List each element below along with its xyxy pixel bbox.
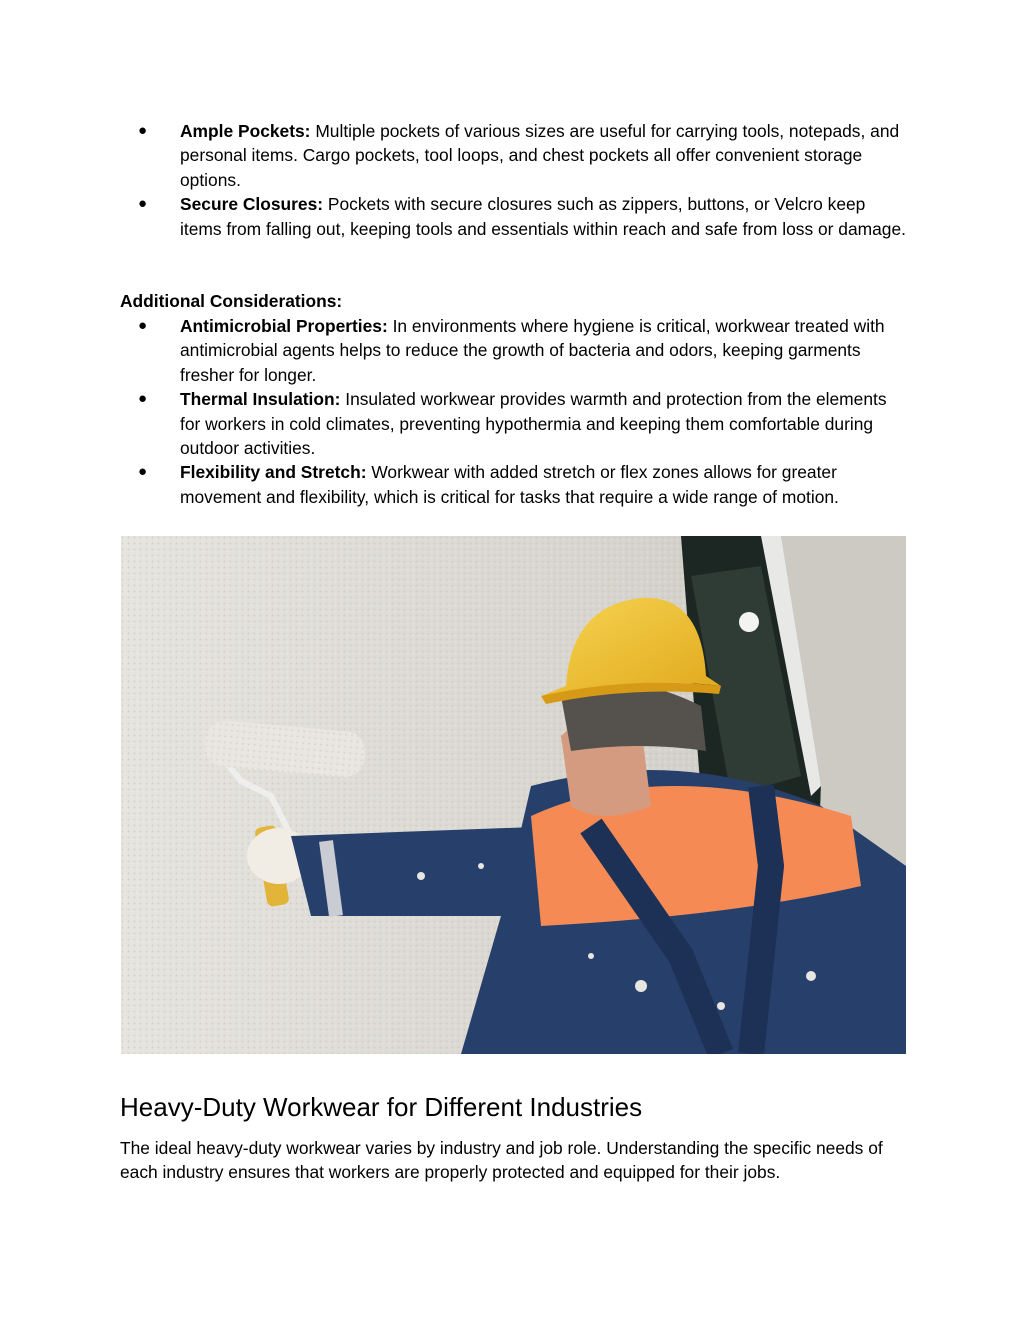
pockets-list (120, 119, 910, 241)
list-item-text: Multiple pockets of various sizes are useful for carrying tools, notepads, and personal items. Cargo pockets, tool loops, and chest pockets all offer convenient storage options. (180, 121, 900, 190)
list-item (120, 119, 910, 192)
list-item-term: Ample Pockets: (180, 121, 311, 141)
list-item (120, 314, 910, 387)
list-item-text: In environments where hygiene is critical, workwear treated with antimicrobial agents helps to reduce the growth of bacteria and odors, keeping garments fresher for longer. (180, 316, 885, 385)
bullet-icon: ● (138, 195, 148, 213)
bullet-icon: ● (138, 317, 148, 334)
list-item-text: Workwear with added stretch or flex zones allows for greater movement and flexibility, which is critical for tasks that require a wide range of motion. (180, 462, 839, 507)
worker-painting-photo (121, 536, 906, 1054)
bullet-icon: ● (138, 463, 148, 481)
bullet-icon: ● (138, 390, 148, 408)
list-item-text: Insulated workwear provides warmth and protection from the elements for workers in cold climates, preventing hypothermia and keeping them comfortable during outdoor activities. (180, 389, 887, 459)
list-item (120, 387, 910, 460)
section-paragraph: The ideal heavy-duty workwear varies by industry and job role. Understanding the specific needs of each industry ensures that workers are properly protected and equipped for their jobs. (120, 1138, 883, 1183)
section-title: Heavy-Duty Workwear for Different Industries (120, 1092, 643, 1122)
list-item-term: Secure Closures: (180, 194, 324, 215)
list-item (120, 192, 910, 241)
list-item-term: Antimicrobial Properties: (180, 316, 388, 336)
list-item-text: Pockets with secure closures such as zippers, buttons, or Velcro keep items from falling out, keeping tools and essentials within reach and safe from loss or damage. (180, 194, 906, 239)
considerations-list (120, 314, 910, 509)
additional-considerations-heading: Additional Considerations: (120, 291, 343, 311)
list-item (120, 460, 910, 509)
bullet-icon: ● (138, 122, 148, 139)
list-item-term: Thermal Insulation: (180, 389, 341, 410)
list-item-term: Flexibility and Stretch: (180, 462, 367, 483)
